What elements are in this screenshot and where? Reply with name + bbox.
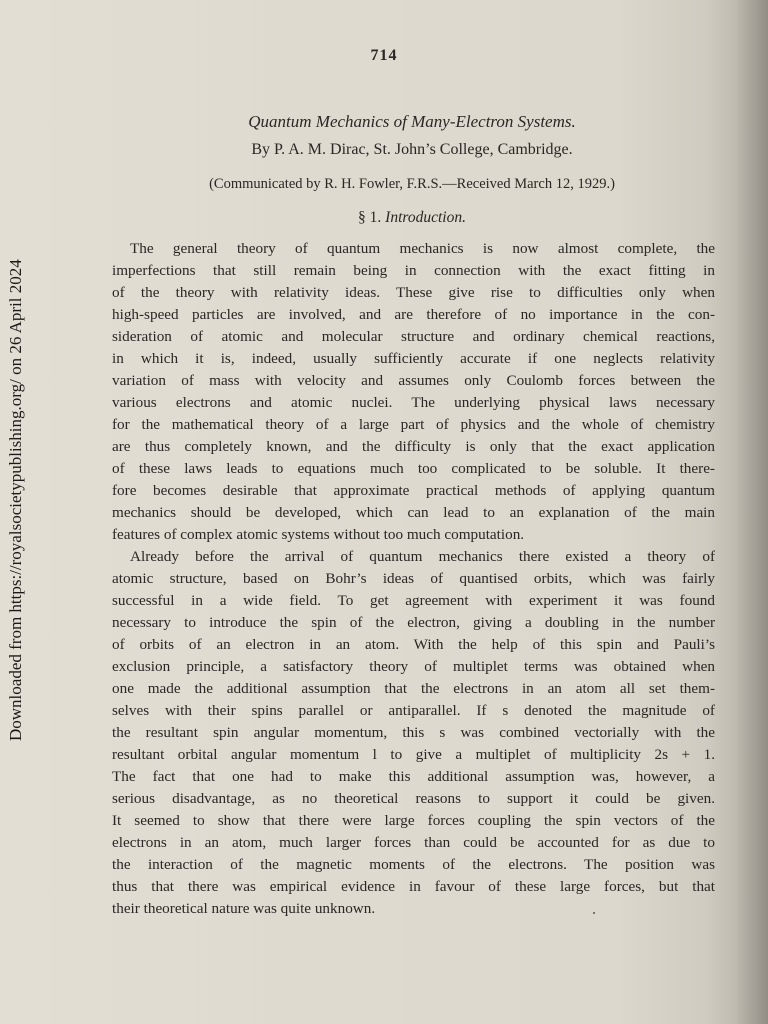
page-edge-shadow <box>736 0 768 1024</box>
download-watermark: Downloaded from https://royalsocietypublishing.org/ on 26 April 2024 <box>6 259 25 741</box>
text-line: serious disadvantage, as no theoretical reasons to support it could be given. <box>112 790 715 807</box>
text-line: features of complex atomic systems without too much computation. <box>112 526 525 543</box>
text-line: one made the additional assumption that the electrons in an atom all set them- <box>112 680 715 697</box>
author-line: By P. A. M. Dirac, St. John’s College, Cambridge. <box>251 141 573 158</box>
text-line: exclusion principle, a satisfactory theory of multiplet terms was obtained when <box>112 658 715 675</box>
communicated-line: (Communicated by R. H. Fowler, F.R.S.—Received March 12, 1929.) <box>209 176 615 192</box>
text-line: electrons in an atom, much larger forces than could be accounted for as due to <box>112 834 715 851</box>
text-line: the interaction of the magnetic moments of the electrons. The position was <box>112 856 715 873</box>
text-line: their theoretical nature was quite unknown. <box>112 900 376 917</box>
text-line: successful in a wide field. To get agreement with experiment it was found <box>112 592 715 609</box>
text-line: atomic structure, based on Bohr’s ideas of quantised orbits, which was fairly <box>112 570 715 587</box>
text-line: sideration of atomic and molecular structure and ordinary chemical reactions, <box>112 328 715 345</box>
text-line: fore becomes desirable that approximate practical methods of applying quantum <box>112 482 715 499</box>
section-name: Introduction. <box>385 209 466 226</box>
text-line: the resultant spin angular momentum, this s was combined vectorially with the <box>112 724 715 741</box>
print-speck <box>593 912 595 914</box>
text-line: Already before the arrival of quantum mechanics there existed a theory of <box>130 548 715 565</box>
body-text <box>112 238 715 920</box>
text-line: various electrons and atomic nuclei. The underlying physical laws necessary <box>112 394 715 411</box>
text-line: high-speed particles are involved, and are therefore of no importance in the con- <box>112 306 715 323</box>
page-number: 714 <box>370 47 398 64</box>
text-line: are thus completely known, and the difficulty is only that the exact application <box>112 438 715 455</box>
text-line: of these laws leads to equations much too complicated to be soluble. It there- <box>112 460 715 477</box>
text-line: thus that there was empirical evidence in favour of these large forces, but that <box>112 878 715 895</box>
text-line: mechanics should be developed, which can lead to an explanation of the main <box>112 504 715 521</box>
text-line: necessary to introduce the spin of the electron, giving a doubling in the number <box>112 614 715 631</box>
text-line: The general theory of quantum mechanics is now almost complete, the <box>130 240 715 257</box>
section-number: § 1. <box>358 209 382 226</box>
text-line: imperfections that still remain being in connection with the exact fitting in <box>112 262 715 279</box>
text-line: for the mathematical theory of a large part of physics and the whole of chemistry <box>112 416 715 433</box>
text-line: resultant orbital angular momentum l to give a multiplet of multiplicity 2s + 1. <box>112 746 715 763</box>
text-line: variation of mass with velocity and assumes only Coulomb forces between the <box>112 372 715 389</box>
text-line: It seemed to show that there were large forces coupling the spin vectors of the <box>112 812 715 829</box>
text-line: selves with their spins parallel or antiparallel. If s denoted the magnitude of <box>112 702 715 719</box>
text-line: The fact that one had to make this additional assumption was, however, a <box>112 768 715 785</box>
text-line: of the theory with relativity ideas. These give rise to difficulties only when <box>112 284 715 301</box>
paper-title: Quantum Mechanics of Many-Electron Systems. <box>248 112 576 131</box>
text-line: of orbits of an electron in an atom. With the help of this spin and Pauli’s <box>112 636 715 653</box>
text-line: in which it is, indeed, usually sufficiently accurate if one neglects relativity <box>112 350 715 367</box>
section-heading <box>110 209 714 227</box>
